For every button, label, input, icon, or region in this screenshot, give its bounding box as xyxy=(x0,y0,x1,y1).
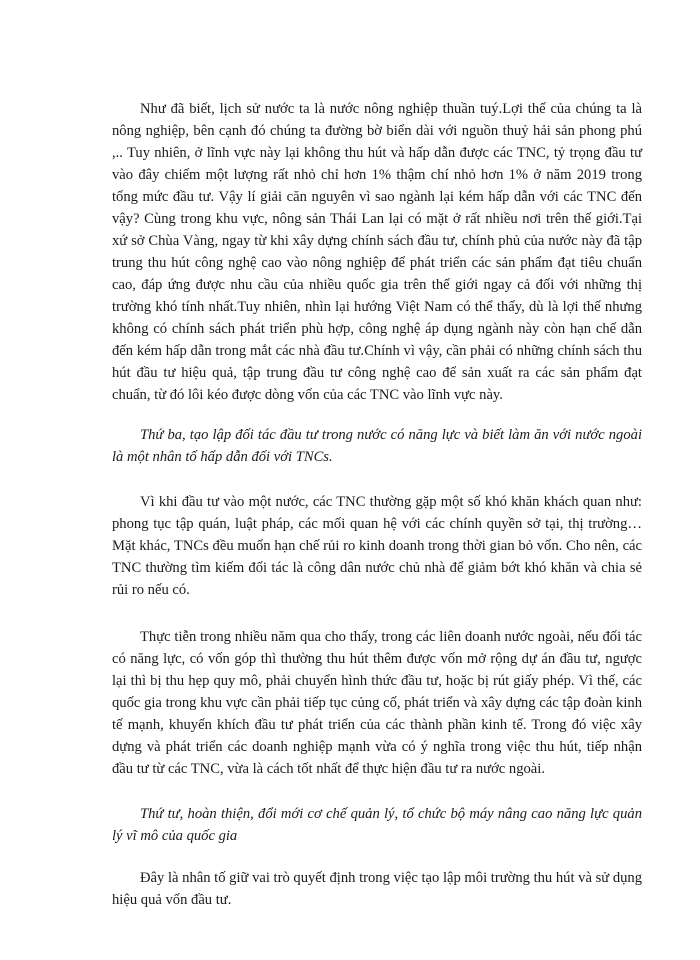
heading-fourth-factor: Thứ tư, hoàn thiện, đổi mới cơ chế quản lý, tổ chức bộ máy nâng cao năng lực quản lý vĩ mô của quốc gia xyxy=(112,806,642,844)
paragraph-practice: Thực tiễn trong nhiều năm qua cho thấy, trong các liên doanh nước ngoài, nếu đối tác có năng lực, có vốn góp thì thường thu hút thêm được vốn mở rộng dự án đầu tư, ngược lại thì bị thu hẹp quy mô, phải chuyển hình thức đầu tư, hoặc bị rút giấy phép. Vì thế, các quốc gia trong khu vực cần phải tiếp tục củng cố, phát triển và xây dựng các tập đoàn kinh tế mạnh, khuyến khích đầu tư phát triển của các thành phần kinh tế. Trong đó việc xây dựng và phát triển các doanh nghiệp mạnh vừa có ý nghĩa trong việc thu hút, tiếp nhận đầu tư từ các TNC, vừa là cách tốt nhất để thực hiện đầu tư ra nước ngoài. xyxy=(112,629,642,777)
document-page xyxy=(112,98,642,911)
paragraph-difficulties: Vì khi đầu tư vào một nước, các TNC thường gặp một số khó khăn khách quan như: phong tục tập quán, luật pháp, các mối quan hệ với các chính quyền sở tại, thị trường… Mặt khác, TNCs đều muốn hạn chế rủi ro kinh doanh trong thời gian bỏ vốn. Cho nên, các TNC thường tìm kiếm đối tác là công dân nước chủ nhà để giảm bớt khó khăn và chia sẻ rủi ro nếu có. xyxy=(112,494,642,598)
paragraph-decisive-factor: Đây là nhân tố giữ vai trò quyết định trong việc tạo lập môi trường thu hút và sử dụng hiệu quả vốn đầu tư. xyxy=(112,870,643,908)
heading-third-factor: Thứ ba, tạo lập đối tác đầu tư trong nước có năng lực và biết làm ăn với nước ngoài là một nhân tố hấp dẫn đối với TNCs. xyxy=(112,427,642,465)
paragraph-agriculture: Như đã biết, lịch sử nước ta là nước nông nghiệp thuần tuý.Lợi thế của chúng ta là nông nghiệp, bên cạnh đó chúng ta đường bờ biển dài với nguồn thuỷ hải sản phong phú ,.. Tuy nhiên, ở lĩnh vực này lại không thu hút và hấp dẫn được các TNC, tỷ trọng đầu tư vào đây chiếm một lượng rất nhỏ chỉ hơn 1% thậm chí nhỏ hơn 1% ở năm 2019 trong tổng mức đầu tư. Vậy lí giải căn nguyên vì sao ngành lại kém hấp dẫn với các TNC đến vậy? Cùng trong khu vực, nông sản Thái Lan lại có mặt ở rất nhiều nơi trên thế giới.Tại xứ sở Chùa Vàng, ngay từ khi xây dựng chính sách đầu tư, chính phủ của nước này đã tập trung thu hút công nghệ cao vào nông nghiệp để phát triển các sản phẩm đạt tiêu chuẩn cao, đáp ứng được nhu cầu của nhiều quốc gia trên thế giới ngay cả đối với những thị trường khó tính nhất.Tuy nhiên, nhìn lại hướng Việt Nam có thể thấy, dù là lợi thế nhưng không có chính sách phát triển phù hợp, công nghệ áp dụng ngành này còn hạn chế dẫn đến kém hấp dẫn trong mắt các nhà đầu tư.Chính vì vậy, cần phải có những chính sách thu hút đầu tư hiệu quả, tập trung đầu tư công nghệ cao để sản xuất ra các sản phẩm đạt chuẩn, từ đó lôi kéo được dòng vốn của các TNC vào lĩnh vực này. xyxy=(112,101,642,403)
